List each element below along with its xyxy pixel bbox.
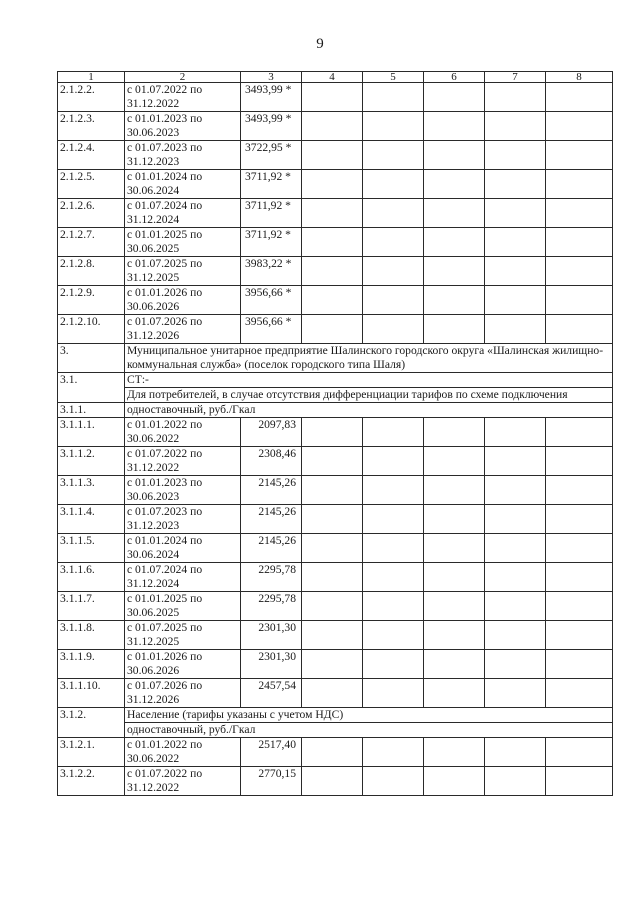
row-number: 3.1.2.2. xyxy=(58,767,125,796)
table-row xyxy=(58,476,613,505)
tariff-value: 2301,30 xyxy=(241,621,302,650)
empty-cell xyxy=(302,83,363,112)
empty-cell xyxy=(485,505,546,534)
empty-cell xyxy=(424,257,485,286)
empty-cell xyxy=(424,679,485,708)
period-cell: с 01.01.2024 по 30.06.2024 xyxy=(125,170,241,199)
tariff-value: 2308,46 xyxy=(241,447,302,476)
empty-cell xyxy=(302,418,363,447)
row-number: 2.1.2.6. xyxy=(58,199,125,228)
row-number: 2.1.2.5. xyxy=(58,170,125,199)
empty-cell xyxy=(424,447,485,476)
column-header: 6 xyxy=(424,72,485,83)
section-row xyxy=(58,723,613,738)
tariff-value: 2770,15 xyxy=(241,767,302,796)
empty-cell xyxy=(485,286,546,315)
column-header: 3 xyxy=(241,72,302,83)
period-cell: с 01.01.2024 по 30.06.2024 xyxy=(125,534,241,563)
empty-cell xyxy=(485,418,546,447)
empty-cell xyxy=(363,228,424,257)
empty-cell xyxy=(302,199,363,228)
empty-cell xyxy=(302,257,363,286)
section-text: одноставочный, руб./Гкал xyxy=(125,403,613,418)
empty-cell xyxy=(363,592,424,621)
empty-cell xyxy=(302,112,363,141)
column-header: 8 xyxy=(546,72,613,83)
empty-cell xyxy=(302,650,363,679)
empty-cell xyxy=(302,228,363,257)
tariff-value: 3722,95 * xyxy=(241,141,302,170)
empty-cell xyxy=(363,738,424,767)
row-number: 2.1.2.4. xyxy=(58,141,125,170)
period-cell: с 01.01.2026 по 30.06.2026 xyxy=(125,286,241,315)
tariff-value: 2145,26 xyxy=(241,505,302,534)
empty-cell xyxy=(302,170,363,199)
empty-cell xyxy=(424,141,485,170)
tariff-value: 2145,26 xyxy=(241,534,302,563)
empty-cell xyxy=(485,112,546,141)
column-header: 5 xyxy=(363,72,424,83)
table-row xyxy=(58,679,613,708)
table-row xyxy=(58,621,613,650)
column-header: 7 xyxy=(485,72,546,83)
table-row xyxy=(58,199,613,228)
empty-cell xyxy=(302,315,363,344)
section-text: Муниципальное унитарное предприятие Шалинского городского округа «Шалинская жилищно-коммунальная служба» (поселок городского типа Шаля) xyxy=(125,344,613,373)
table-row xyxy=(58,738,613,767)
empty-cell xyxy=(546,447,613,476)
empty-cell xyxy=(546,476,613,505)
empty-cell xyxy=(424,534,485,563)
empty-cell xyxy=(302,563,363,592)
tariff-value: 2097,83 xyxy=(241,418,302,447)
empty-cell xyxy=(485,679,546,708)
section-row xyxy=(58,708,613,723)
section-row xyxy=(58,388,613,403)
empty-cell xyxy=(363,447,424,476)
empty-cell xyxy=(302,476,363,505)
empty-cell xyxy=(485,447,546,476)
empty-cell xyxy=(363,767,424,796)
empty-cell xyxy=(485,228,546,257)
empty-cell xyxy=(485,199,546,228)
row-number: 3. xyxy=(58,344,125,373)
empty-cell xyxy=(546,621,613,650)
empty-cell xyxy=(424,170,485,199)
section-text: СТ:- xyxy=(125,373,613,388)
table-row xyxy=(58,592,613,621)
table-row xyxy=(58,112,613,141)
empty-cell xyxy=(302,738,363,767)
empty-cell xyxy=(485,534,546,563)
empty-cell xyxy=(546,505,613,534)
table-row xyxy=(58,83,613,112)
empty-cell xyxy=(424,83,485,112)
tariff-value: 2517,40 xyxy=(241,738,302,767)
empty-cell xyxy=(546,83,613,112)
row-number: 3.1.1.5. xyxy=(58,534,125,563)
empty-cell xyxy=(363,170,424,199)
row-number: 2.1.2.7. xyxy=(58,228,125,257)
empty-cell xyxy=(363,315,424,344)
table-row xyxy=(58,534,613,563)
empty-cell xyxy=(302,505,363,534)
empty-cell xyxy=(546,767,613,796)
empty-cell xyxy=(485,592,546,621)
table-header-row xyxy=(58,72,613,83)
empty-cell xyxy=(485,141,546,170)
table-row xyxy=(58,141,613,170)
period-cell: с 01.07.2022 по 31.12.2022 xyxy=(125,447,241,476)
empty-cell xyxy=(363,418,424,447)
tariff-value: 2295,78 xyxy=(241,563,302,592)
empty-cell xyxy=(485,621,546,650)
empty-cell xyxy=(363,141,424,170)
row-number: 3.1.1.9. xyxy=(58,650,125,679)
empty-cell xyxy=(424,505,485,534)
table-row xyxy=(58,315,613,344)
section-row xyxy=(58,344,613,373)
row-number: 2.1.2.2. xyxy=(58,83,125,112)
empty-cell xyxy=(424,286,485,315)
empty-cell xyxy=(363,476,424,505)
empty-cell xyxy=(302,534,363,563)
empty-cell xyxy=(424,315,485,344)
empty-cell xyxy=(363,286,424,315)
period-cell: с 01.07.2022 по 31.12.2022 xyxy=(125,767,241,796)
period-cell: с 01.07.2023 по 31.12.2023 xyxy=(125,505,241,534)
tariff-value: 3983,22 * xyxy=(241,257,302,286)
empty-cell xyxy=(485,767,546,796)
empty-cell xyxy=(546,592,613,621)
period-cell: с 01.01.2026 по 30.06.2026 xyxy=(125,650,241,679)
row-number: 2.1.2.8. xyxy=(58,257,125,286)
empty-cell xyxy=(546,650,613,679)
empty-cell xyxy=(424,650,485,679)
tariff-value: 2301,30 xyxy=(241,650,302,679)
empty-cell xyxy=(363,199,424,228)
empty-cell xyxy=(485,738,546,767)
table-row xyxy=(58,505,613,534)
empty-cell xyxy=(485,83,546,112)
period-cell: с 01.01.2023 по 30.06.2023 xyxy=(125,476,241,505)
empty-cell xyxy=(546,170,613,199)
empty-cell xyxy=(424,621,485,650)
empty-cell xyxy=(485,315,546,344)
tariff-value: 3711,92 * xyxy=(241,228,302,257)
empty-cell xyxy=(424,476,485,505)
row-number: 3.1.1.4. xyxy=(58,505,125,534)
period-cell: с 01.01.2025 по 30.06.2025 xyxy=(125,592,241,621)
empty-cell xyxy=(546,228,613,257)
empty-cell xyxy=(546,534,613,563)
empty-cell xyxy=(546,563,613,592)
empty-cell xyxy=(424,112,485,141)
period-cell: с 01.07.2022 по 31.12.2022 xyxy=(125,83,241,112)
period-cell: с 01.01.2022 по 30.06.2022 xyxy=(125,738,241,767)
empty-cell xyxy=(302,621,363,650)
empty-cell xyxy=(363,534,424,563)
tariff-value: 2145,26 xyxy=(241,476,302,505)
table-row xyxy=(58,286,613,315)
table-row xyxy=(58,257,613,286)
empty-cell xyxy=(546,112,613,141)
empty-cell xyxy=(302,767,363,796)
table-row xyxy=(58,170,613,199)
empty-cell xyxy=(546,315,613,344)
tariff-value: 3711,92 * xyxy=(241,170,302,199)
tariff-value: 3711,92 * xyxy=(241,199,302,228)
empty-cell xyxy=(424,767,485,796)
empty-cell xyxy=(363,257,424,286)
table-row xyxy=(58,447,613,476)
tariff-table-body xyxy=(58,72,613,796)
period-cell: с 01.07.2026 по 31.12.2026 xyxy=(125,315,241,344)
tariff-value: 3493,99 * xyxy=(241,112,302,141)
tariff-value: 3956,66 * xyxy=(241,286,302,315)
table-row xyxy=(58,563,613,592)
empty-cell xyxy=(302,679,363,708)
table-row xyxy=(58,418,613,447)
empty-cell xyxy=(302,447,363,476)
row-number: 3.1.1.7. xyxy=(58,592,125,621)
empty-cell xyxy=(546,418,613,447)
empty-cell xyxy=(363,83,424,112)
empty-cell xyxy=(363,112,424,141)
row-number: 3.1. xyxy=(58,373,125,403)
empty-cell xyxy=(363,505,424,534)
period-cell: с 01.01.2023 по 30.06.2023 xyxy=(125,112,241,141)
period-cell: с 01.07.2025 по 31.12.2025 xyxy=(125,257,241,286)
row-number: 3.1.1.8. xyxy=(58,621,125,650)
empty-cell xyxy=(363,563,424,592)
table-row xyxy=(58,228,613,257)
section-text: Для потребителей, в случае отсутствия дифференциации тарифов по схеме подключения xyxy=(125,388,613,403)
period-cell: с 01.01.2025 по 30.06.2025 xyxy=(125,228,241,257)
empty-cell xyxy=(363,650,424,679)
empty-cell xyxy=(363,679,424,708)
empty-cell xyxy=(546,199,613,228)
empty-cell xyxy=(424,592,485,621)
row-number: 3.1.1.2. xyxy=(58,447,125,476)
column-header: 4 xyxy=(302,72,363,83)
row-number: 3.1.1.3. xyxy=(58,476,125,505)
period-cell: с 01.07.2024 по 31.12.2024 xyxy=(125,563,241,592)
column-header: 2 xyxy=(125,72,241,83)
column-header: 1 xyxy=(58,72,125,83)
empty-cell xyxy=(424,738,485,767)
empty-cell xyxy=(546,679,613,708)
empty-cell xyxy=(363,621,424,650)
empty-cell xyxy=(546,141,613,170)
table-row xyxy=(58,650,613,679)
empty-cell xyxy=(302,592,363,621)
empty-cell xyxy=(424,228,485,257)
page-number: 9 xyxy=(316,36,324,52)
empty-cell xyxy=(546,286,613,315)
period-cell: с 01.07.2026 по 31.12.2026 xyxy=(125,679,241,708)
row-number: 3.1.1.6. xyxy=(58,563,125,592)
tariff-table xyxy=(57,71,613,796)
table-row xyxy=(58,767,613,796)
empty-cell xyxy=(546,738,613,767)
row-number: 3.1.1.1. xyxy=(58,418,125,447)
tariff-value: 2295,78 xyxy=(241,592,302,621)
period-cell: с 01.01.2022 по 30.06.2022 xyxy=(125,418,241,447)
row-number: 3.1.1. xyxy=(58,403,125,418)
tariff-value: 3956,66 * xyxy=(241,315,302,344)
empty-cell xyxy=(424,199,485,228)
row-number: 3.1.2.1. xyxy=(58,738,125,767)
empty-cell xyxy=(546,257,613,286)
empty-cell xyxy=(485,476,546,505)
row-number: 2.1.2.9. xyxy=(58,286,125,315)
section-row xyxy=(58,373,613,388)
empty-cell xyxy=(302,286,363,315)
period-cell: с 01.07.2025 по 31.12.2025 xyxy=(125,621,241,650)
period-cell: с 01.07.2024 по 31.12.2024 xyxy=(125,199,241,228)
empty-cell xyxy=(485,257,546,286)
period-cell: с 01.07.2023 по 31.12.2023 xyxy=(125,141,241,170)
row-number: 3.1.2. xyxy=(58,708,125,738)
section-row xyxy=(58,403,613,418)
section-text: одноставочный, руб./Гкал xyxy=(125,723,613,738)
empty-cell xyxy=(485,170,546,199)
empty-cell xyxy=(302,141,363,170)
tariff-value: 2457,54 xyxy=(241,679,302,708)
tariff-value: 3493,99 * xyxy=(241,83,302,112)
empty-cell xyxy=(424,418,485,447)
row-number: 2.1.2.3. xyxy=(58,112,125,141)
row-number: 2.1.2.10. xyxy=(58,315,125,344)
row-number: 3.1.1.10. xyxy=(58,679,125,708)
empty-cell xyxy=(485,563,546,592)
section-text: Население (тарифы указаны с учетом НДС) xyxy=(125,708,613,723)
empty-cell xyxy=(424,563,485,592)
empty-cell xyxy=(485,650,546,679)
